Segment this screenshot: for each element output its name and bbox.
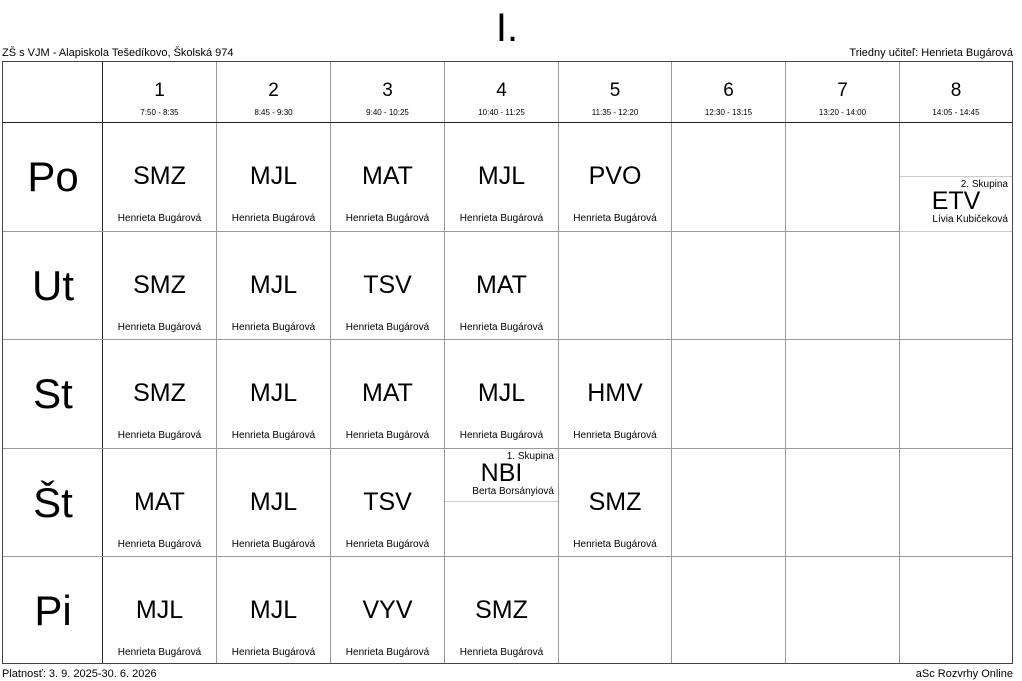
period-header: [445, 62, 558, 122]
lesson-cell[interactable]: [217, 557, 330, 663]
lesson-cell[interactable]: [559, 449, 671, 556]
lesson-cell[interactable]: [445, 557, 558, 663]
period-time: 9:40 - 10:25: [366, 108, 409, 117]
class-teacher: Triedny učiteľ: Henrieta Bugárová: [849, 47, 1013, 59]
lesson-cell[interactable]: [559, 340, 671, 448]
lesson-teacher: Henrieta Bugárová: [117, 430, 202, 441]
lesson-subject: NBI: [480, 459, 523, 487]
lesson-subject: TSV: [363, 271, 412, 299]
period-number: 3: [382, 80, 393, 101]
period-header: [217, 62, 330, 122]
lesson-cell[interactable]: [103, 340, 216, 448]
lesson-subject: MJL: [135, 596, 184, 624]
lesson-subject: SMZ: [133, 271, 186, 299]
period-header: [559, 62, 671, 122]
lesson-subject: HMV: [587, 379, 643, 407]
lesson-teacher: Henrieta Bugárová: [231, 322, 316, 333]
period-number: 2: [268, 80, 279, 101]
grid-line: [671, 62, 672, 663]
lesson-subject: MJL: [249, 379, 298, 407]
lesson-cell[interactable]: [445, 123, 558, 231]
lesson-cell[interactable]: [331, 557, 444, 663]
period-time: 8:45 - 9:30: [254, 108, 293, 117]
grid-line: [899, 62, 900, 663]
lesson-cell[interactable]: [217, 123, 330, 231]
group-lesson-cell[interactable]: [900, 176, 1012, 232]
lesson-subject: MJL: [249, 488, 298, 516]
period-number: 7: [837, 80, 848, 101]
lesson-subject: MJL: [249, 162, 298, 190]
lesson-teacher: Henrieta Bugárová: [459, 213, 544, 224]
lesson-teacher: Henrieta Bugárová: [459, 647, 544, 658]
lesson-subject: TSV: [363, 488, 412, 516]
lesson-cell[interactable]: [103, 123, 216, 231]
lesson-teacher: Henrieta Bugárová: [573, 539, 657, 550]
lesson-teacher: Henrieta Bugárová: [231, 430, 316, 441]
lesson-subject: MAT: [362, 162, 413, 190]
lesson-subject: MJL: [249, 271, 298, 299]
period-number: 5: [609, 80, 621, 101]
period-header: [331, 62, 444, 122]
lesson-cell[interactable]: [445, 232, 558, 339]
lesson-subject: SMZ: [133, 162, 186, 190]
class-title: I.: [495, 6, 519, 50]
timetable-grid: [2, 61, 1013, 664]
lesson-teacher: Henrieta Bugárová: [345, 213, 430, 224]
lesson-subject: MAT: [134, 488, 185, 516]
lesson-teacher: Henrieta Bugárová: [459, 322, 544, 333]
lesson-teacher: Henrieta Bugárová: [573, 213, 657, 224]
day-label-po: Po: [27, 153, 79, 200]
school-name: ZŠ s VJM - Alapiskola Tešedíkovo, Školská 974: [2, 47, 234, 59]
lesson-teacher: Berta Borsányiová: [472, 486, 554, 497]
day-label-ut: Ut: [32, 262, 74, 309]
period-number: 8: [950, 80, 962, 101]
lesson-cell[interactable]: [331, 123, 444, 231]
lesson-cell[interactable]: [217, 449, 330, 556]
lesson-teacher: Henrieta Bugárová: [231, 647, 316, 658]
lesson-subject: MJL: [477, 162, 526, 190]
period-time: 10:40 - 11:25: [478, 108, 525, 117]
lesson-teacher: Henrieta Bugárová: [459, 430, 544, 441]
lesson-cell[interactable]: [445, 340, 558, 448]
lesson-subject: SMZ: [475, 596, 528, 624]
lesson-cell[interactable]: [331, 340, 444, 448]
lesson-cell[interactable]: [217, 232, 330, 339]
lesson-teacher: Henrieta Bugárová: [117, 213, 202, 224]
lesson-teacher: Henrieta Bugárová: [345, 430, 430, 441]
lesson-cell[interactable]: [559, 123, 671, 231]
lesson-teacher: Henrieta Bugárová: [117, 322, 202, 333]
lesson-subject: MAT: [476, 271, 527, 299]
lesson-teacher: Henrieta Bugárová: [117, 647, 202, 658]
period-header: [786, 62, 899, 122]
period-number: 4: [496, 80, 507, 101]
lesson-cell[interactable]: [103, 232, 216, 339]
day-label-st2: Št: [33, 479, 73, 526]
lesson-teacher: Lívia Kubičeková: [932, 214, 1008, 225]
group-lesson-cell[interactable]: [445, 449, 558, 502]
lesson-subject: MJL: [249, 596, 298, 624]
lesson-teacher: Henrieta Bugárová: [345, 647, 430, 658]
lesson-cell[interactable]: [331, 449, 444, 556]
period-time: 14:05 - 14:45: [932, 108, 980, 117]
validity-period: Platnosť: 3. 9. 2025-30. 6. 2026: [2, 668, 157, 680]
lesson-cell[interactable]: [217, 340, 330, 448]
period-time: 11:35 - 12:20: [591, 108, 639, 117]
lesson-teacher: Henrieta Bugárová: [231, 539, 316, 550]
lesson-subject: SMZ: [588, 488, 642, 516]
lesson-cell[interactable]: [103, 557, 216, 663]
lesson-teacher: Henrieta Bugárová: [345, 322, 430, 333]
lesson-subject: VYV: [362, 596, 413, 624]
period-time: 7:50 - 8:35: [140, 108, 179, 117]
lesson-teacher: Henrieta Bugárová: [345, 539, 430, 550]
period-header: [672, 62, 785, 122]
lesson-subject: MJL: [477, 379, 526, 407]
day-label-st: St: [33, 370, 73, 417]
period-header: [900, 62, 1012, 122]
period-number: 6: [723, 80, 734, 101]
lesson-group: 1. Skupina: [506, 451, 554, 462]
lesson-subject: ETV: [931, 187, 981, 215]
lesson-subject: MAT: [362, 379, 413, 407]
grid-line: [785, 62, 786, 663]
generator-credit: aSc Rozvrhy Online: [915, 668, 1013, 680]
lesson-teacher: Henrieta Bugárová: [117, 539, 202, 550]
period-time: 12:30 - 13:15: [704, 108, 753, 117]
lesson-teacher: Henrieta Bugárová: [573, 430, 657, 441]
day-label-pi: Pi: [34, 587, 72, 634]
lesson-subject: SMZ: [133, 379, 186, 407]
period-header: [103, 62, 216, 122]
lesson-teacher: Henrieta Bugárová: [231, 213, 316, 224]
period-number: 1: [154, 80, 165, 101]
lesson-subject: PVO: [588, 162, 642, 190]
lesson-cell[interactable]: [103, 449, 216, 556]
lesson-cell[interactable]: [331, 232, 444, 339]
lesson-group: 2. Skupina: [960, 179, 1008, 190]
period-time: 13:20 - 14:00: [818, 108, 867, 117]
